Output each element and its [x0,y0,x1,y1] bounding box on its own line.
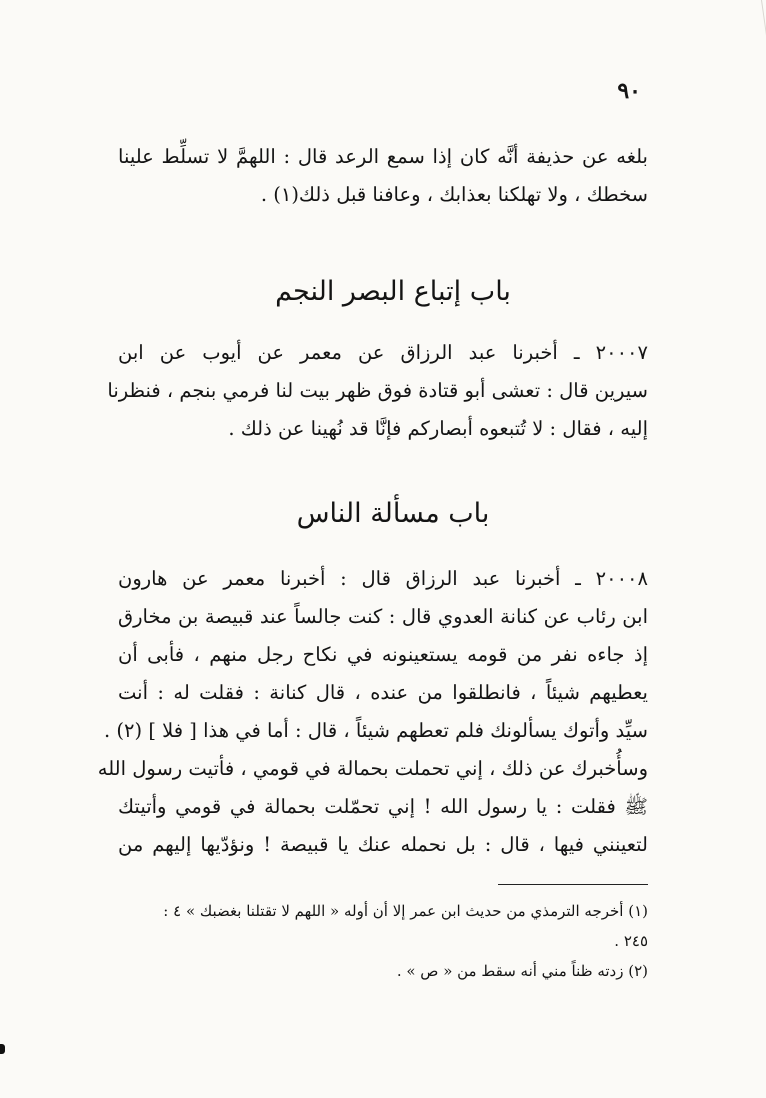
hadith-20008-line-8: لتعينني فيها ، قال : بل نحمله عنك يا قبيصة ! ونؤدّيها إليهم من [118,833,648,856]
intro-line-1: بلغه عن حذيفة أنَّه كان إذا سمع الرعد قال : اللهمَّ لا تسلِّط علينا [118,145,648,168]
intro-paragraph [118,138,648,214]
hadith-20007-line-3: إليه ، فقال : لا تُتبعوه أبصاركم فإنَّا قد نُهينا عن ذلك . [228,417,648,440]
hadith-20007-line-2: سيرين قال : تعشى أبو قتادة فوق ظهر بيت لنا فرمي بنجم ، فنظرنا [107,379,648,402]
hadith-20008-line-2: ابن رئاب عن كنانة العدوي قال : كنت جالساً عند قبيصة بن مخارق [118,605,648,628]
hadith-20008-line-4: يعطيهم شيئاً ، فانطلقوا من عنده ، قال كنانة : فقلت له : أنت [118,681,648,704]
hadith-20008-line-5: سيِّد وأتوك يسألونك فلم تعطهم شيئاً ، قال : أما في هذا [ فلا ] (٢) . [104,719,648,742]
footnote-2: (٢) زدته ظناً مني أنه سقط من « ص » . [396,962,648,980]
section-heading-asking-people: باب مسألة الناس [296,498,490,529]
footnotes [118,896,648,986]
hadith-20008 [97,560,648,864]
intro-line-2: سخطك ، ولا تهلكنا بعذابك ، وعافنا قبل ذلك(١) . [260,183,648,206]
hadith-20008-line-1: ٢٠٠٠٨ ـ أخبرنا عبد الرزاق قال : أخبرنا معمر عن هارون [118,567,648,590]
scan-edge-mark [0,1044,5,1054]
page-number: ٩٠ [617,78,641,104]
hadith-20008-line-3: إذ جاءه نفر من قومه يستعينونه في نكاح رجل منهم ، فأبى أن [118,643,648,666]
footnote-1-line-2: ٢٤٥ . [614,932,648,950]
hadith-20007-line-1: ٢٠٠٠٧ ـ أخبرنا عبد الرزاق عن معمر عن أيوب عن ابن [118,341,648,364]
footnote-divider [498,884,648,885]
scan-streak [761,0,766,258]
hadith-20007 [107,334,648,448]
footnote-1-line-1: (١) أخرجه الترمذي من حديث ابن عمر إلا أن أوله « اللهم لا تقتلنا بغضبك » ٤ : [163,902,648,920]
section-heading-following-star: باب إتباع البصر النجم [275,276,511,307]
hadith-20008-line-7: ﷺ فقلت : يا رسول الله ! إني تحمّلت بحمالة في قومي وأتيتك [118,795,648,818]
hadith-20008-line-6: وسأُخبرك عن ذلك ، إني تحملت بحمالة في قومي ، فأتيت رسول الله [97,757,648,780]
